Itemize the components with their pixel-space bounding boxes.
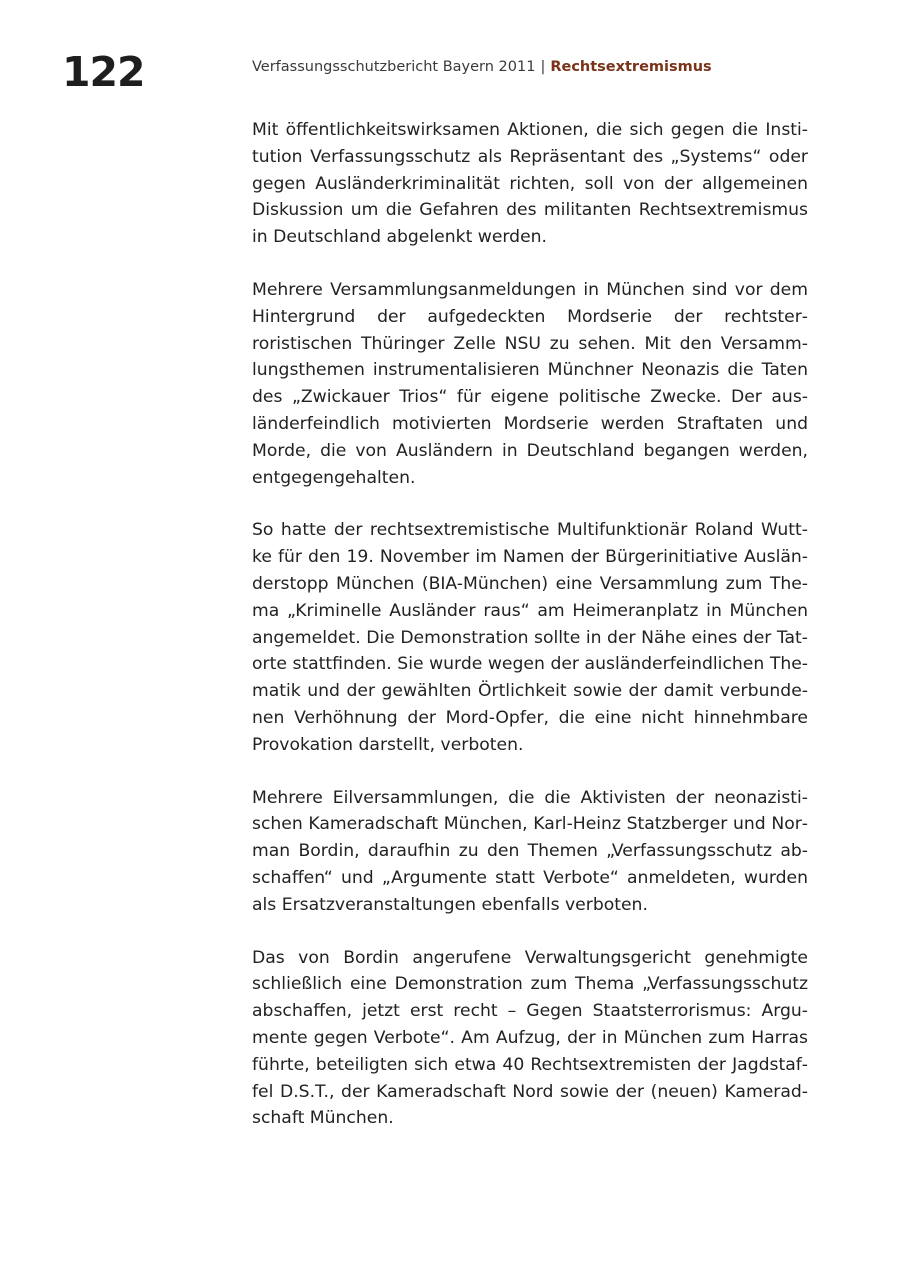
page-number: 122 [62,48,145,96]
paragraph: So hatte der rechtsextremistische Multifunktionär Roland Wuttke für den 19. November im Namen der Bürgerinitiative Ausländerstopp München (BIA-München) eine Versammlung zum Thema „Kriminelle Ausländer raus“ am Heimeranplatz in München angemeldet. Die Demonstration sollte in der Nähe eines der Tatorte stattfinden. Sie wurde wegen der ausländerfeindlichen Thematik und der gewählten Örtlichkeit sowie der damit verbundenen Verhöhnung der Mord-Opfer, die eine nicht hinnehmbare Provokation darstellt, verboten. [252,520,808,755]
header-report-title: Verfassungsschutzbericht Bayern 2011 [252,59,536,75]
body-text [252,117,808,1158]
paragraph: Das von Bordin angerufene Verwaltungsgericht genehmigte schließlich eine Demonstration zum Thema „Verfassungsschutz abschaffen, jetzt erst recht – Gegen Staatsterrorismus: Argumente gegen Verbote“. Am Aufzug, der in München zum Harras führte, beteiligten sich etwa 40 Rechtsextremisten der Jagdstaffel D.S.T., der Kameradschaft Nord sowie der (neuen) Kameradschaft München. [252,947,808,1129]
paragraph: Mit öffentlichkeitswirksamen Aktionen, die sich gegen die Institution Verfassungsschutz als Repräsentant des „Systems“ oder gegen Ausländerkriminalität richten, soll von der allgemeinen Diskussion um die Gefahren des militanten Rechtsextremismus in Deutschland abgelenkt werden. [252,120,808,248]
running-header [252,60,712,75]
header-section-title: Rechtsextremismus [550,59,712,75]
paragraph: Mehrere Versammlungsanmeldungen in München sind vor dem Hintergrund der aufgedeckten Mordserie der rechtsterroristischen Thüringer Zelle NSU zu sehen. Mit den Versammlungsthemen instrumentalisieren Münchner Neonazis die Taten des „Zwickauer Trios“ für eigene politische Zwecke. Der ausländerfeindlich motivierten Mordserie werden Straftaten und Morde, die von Ausländern in Deutschland begangen werden, entgegengehalten. [252,279,808,488]
header-separator: | [540,59,546,75]
paragraph: Mehrere Eilversammlungen, die die Aktivisten der neonazistischen Kameradschaft München, Karl-Heinz Statzberger und Norman Bordin, daraufhin zu den Themen „Verfassungsschutz abschaffen“ und „Argumente statt Verbote“ anmeldeten, wurden als Ersatzveranstaltungen ebenfalls verboten. [252,787,808,915]
